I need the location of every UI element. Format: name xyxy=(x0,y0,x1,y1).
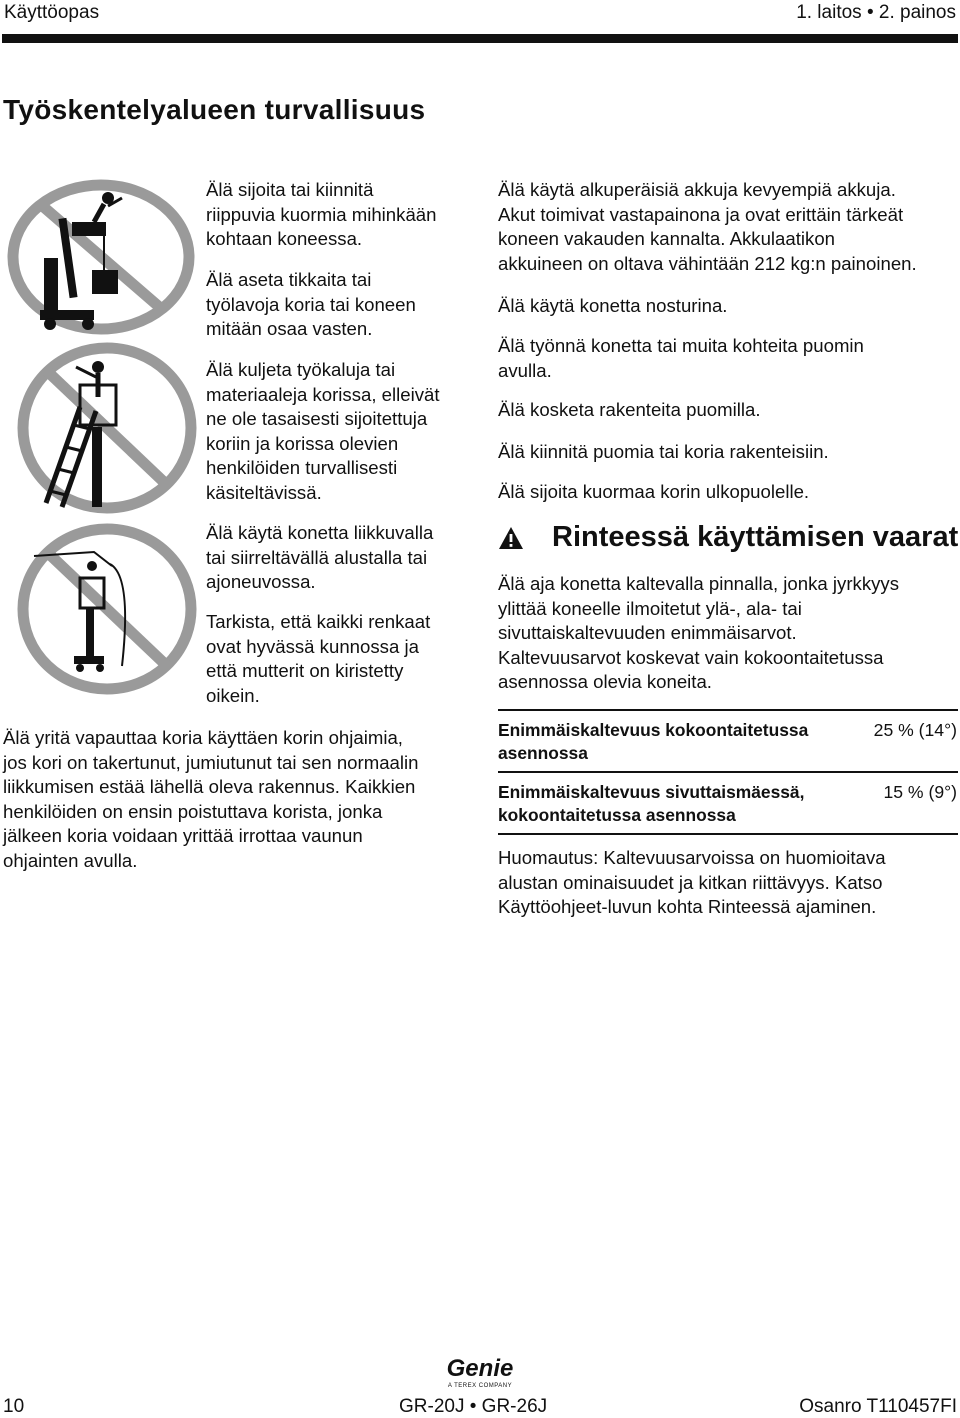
right-paragraph-4: Älä kosketa rakenteita puomilla. xyxy=(498,399,761,420)
table-rule-top xyxy=(498,709,958,711)
no-moving-surface-icon xyxy=(14,516,200,702)
table-rule-middle xyxy=(498,771,958,773)
page-title: Työskentelyalueen turvallisuus xyxy=(3,94,426,125)
right-paragraph-6: Älä sijoita kuormaa korin ulkopuolelle. xyxy=(498,481,810,502)
table-row-value: 25 % (14°) xyxy=(873,720,957,740)
slope-hazard-heading: Rinteessä käyttämisen vaarat xyxy=(552,521,959,553)
genie-logo-text: Genie xyxy=(446,1355,514,1382)
right-paragraph-5: Älä kiinnitä puomia tai koria rakenteisiin. xyxy=(498,441,829,462)
table-row-label: Enimmäiskaltevuus kokoontaitetussa asennossa xyxy=(498,720,809,763)
left-paragraph-2: Älä aseta tikkaita tai työlavoja koria tai koneen mitään osaa vasten. xyxy=(206,269,416,340)
right-paragraph-2: Älä käytä konetta nosturina. xyxy=(498,295,728,316)
no-ladders-icon xyxy=(14,335,200,521)
table-rule-bottom xyxy=(498,833,958,835)
right-paragraph-1: Älä käytä alkuperäisiä akkuja kevyempiä akkuja. Akut toimivat vastapainona ja ovat erittäin tärkeät koneen vakauden kannalta. Akkulaatikon akkuineen on oltava vähintään 212 kg:n painoinen. xyxy=(498,179,917,274)
left-paragraph-3: Älä kuljeta työkaluja tai materiaaleja korissa, elleivät ne ole tasaisesti sijoitettuja koriin ja korissa olevien henkilöiden turvallisesti käsiteltävissä. xyxy=(206,359,440,503)
header-manual-title: Käyttöopas xyxy=(4,2,100,23)
right-paragraph-3: Älä työnnä konetta tai muita kohteita puomin avulla. xyxy=(498,335,864,381)
header-edition: 1. laitos • 2. painos xyxy=(796,2,956,23)
right-paragraph-7: Älä aja konetta kaltevalla pinnalla, jonka jyrkkyys ylittää koneelle ilmoitetut ylä-, ala- tai sivuttaiskaltevuuden enimmäisarvot. Kaltevuusarvot koskevat vain kokoontaitetussa asennossa olevia koneita. xyxy=(498,573,900,693)
table-row-label: Enimmäiskaltevuus sivuttaismäessä, kokoontaitetussa asennossa xyxy=(498,782,805,825)
footer-model: GR-20J • GR-26J xyxy=(399,1396,548,1417)
page-number: 10 xyxy=(3,1396,25,1417)
genie-logo xyxy=(440,1356,520,1390)
table-row-value: 15 % (9°) xyxy=(883,782,957,802)
right-paragraph-8: Huomautus: Kaltevuusarvoissa on huomioitava alustan ominaisuudet ja kitkan riittävyys. Katso Käyttöohjeet-luvun kohta Rinteessä ajaminen. xyxy=(498,847,886,918)
left-paragraph-6: Älä yritä vapauttaa koria käyttäen korin ohjaimia, jos kori on takertunut, jumiutunut tai sen normaalin liikkumisen estää lähellä oleva rakennus. Kaikkien henkilöiden on ensin poistuttava korista, jonka jälkeen koria voidaan yrittää irrottaa vaunun ohjainten avulla. xyxy=(3,727,419,871)
warning-triangle-icon xyxy=(498,526,524,550)
left-paragraph-5: Tarkista, että kaikki renkaat ovat hyvässä kunnossa ja että mutterit on kiristetty oikein. xyxy=(206,611,431,706)
genie-logo-subtitle: A TEREX COMPANY xyxy=(447,1383,513,1389)
left-paragraph-4: Älä käytä konetta liikkuvalla tai siirreltävällä alustalla tai ajoneuvossa. xyxy=(206,522,434,593)
no-hanging-loads-icon xyxy=(4,178,198,336)
left-paragraph-1: Älä sijoita tai kiinnitä riippuvia kuormia mihinkään kohtaan koneessa. xyxy=(206,179,437,250)
header-rule xyxy=(2,34,958,43)
footer-part-number: Osanro T110457FI xyxy=(799,1396,957,1417)
